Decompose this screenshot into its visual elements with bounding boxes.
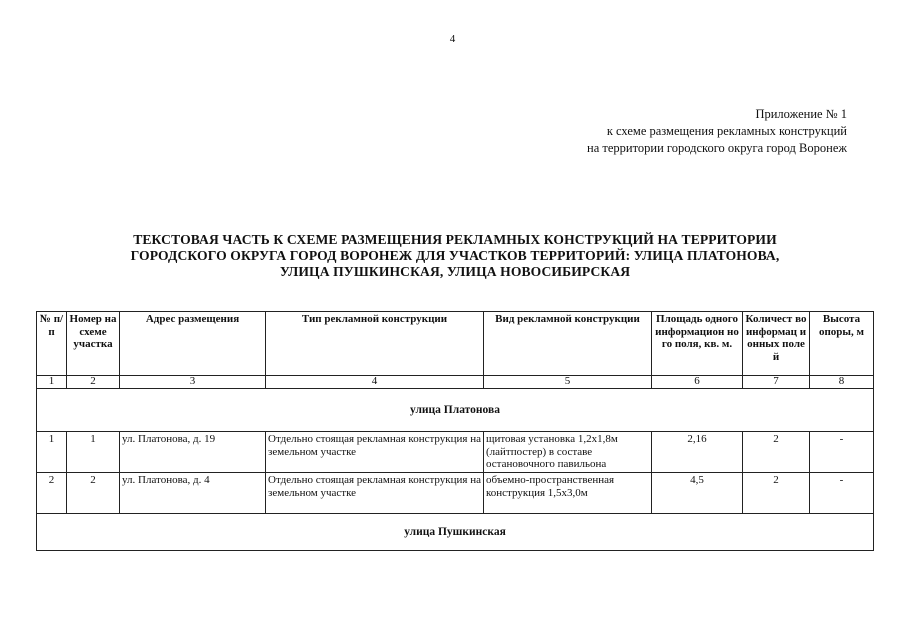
header-cell-fields: Количест во информац ионных полей [743,312,810,376]
page-number: 4 [449,33,456,45]
title-line-3: УЛИЦА ПУШКИНСКАЯ, УЛИЦА НОВОСИБИРСКАЯ [279,264,631,279]
cell-area: 4,5 [652,473,743,514]
cell-address: ул. Платонова, д. 19 [120,432,266,473]
cell-num: 2 [37,473,67,514]
header-cell-type: Тип рекламной конструкции [266,312,484,376]
column-number: 4 [266,376,484,389]
cell-scheme-num: 1 [67,432,120,473]
header-cell-address: Адрес размещения [120,312,266,376]
section-row-pushkinskaya [37,514,874,551]
column-number: 2 [67,376,120,389]
document-title [40,232,870,280]
header-cell-height: Высота опоры, м [810,312,874,376]
column-number-row [37,376,874,389]
cell-height: - [810,473,874,514]
header-cell-scheme-num: Номер на схеме участка [67,312,120,376]
cell-kind: щитовая установка 1,2х1,8м (лайтпостер) в составе остановочного павильона [484,432,652,473]
table-header-row [37,312,874,376]
cell-kind: объемно-пространственная конструкция 1,5х3,0м [484,473,652,514]
section-title: улица Платонова [37,389,874,432]
cell-address: ул. Платонова, д. 4 [120,473,266,514]
cell-height: - [810,432,874,473]
column-number: 8 [810,376,874,389]
table-row [37,432,874,473]
section-row-platonova [37,389,874,432]
cell-type: Отдельно стоящая рекламная конструкция на земельном участке [266,432,484,473]
title-line-2: ГОРОДСКОГО ОКРУГА ГОРОД ВОРОНЕЖ ДЛЯ УЧАСТКОВ ТЕРРИТОРИЙ: УЛИЦА ПЛАТОНОВА, [130,248,780,263]
column-number: 3 [120,376,266,389]
appendix-line-2: к схеме размещения рекламных конструкций [606,124,847,138]
table-row [37,473,874,514]
cell-type: Отдельно стоящая рекламная конструкция на земельном участке [266,473,484,514]
appendix-note [587,106,847,157]
cell-scheme-num: 2 [67,473,120,514]
cell-fields: 2 [743,432,810,473]
section-title: улица Пушкинская [37,514,874,551]
cell-fields: 2 [743,473,810,514]
header-cell-area: Площадь одного информацион ного поля, кв. м. [652,312,743,376]
cell-area: 2,16 [652,432,743,473]
column-number: 1 [37,376,67,389]
header-cell-kind: Вид рекламной конструкции [484,312,652,376]
title-line-1: ТЕКСТОВАЯ ЧАСТЬ К СХЕМЕ РАЗМЕЩЕНИЯ РЕКЛАМНЫХ КОНСТРУКЦИЙ НА ТЕРРИТОРИИ [133,232,777,247]
appendix-line-1: Приложение № 1 [755,107,847,121]
appendix-line-3: на территории городского округа город Воронеж [587,141,847,155]
header-cell-num: № п/п [37,312,67,376]
column-number: 5 [484,376,652,389]
column-number: 6 [652,376,743,389]
advertising-structures-table [36,311,874,551]
column-number: 7 [743,376,810,389]
cell-num: 1 [37,432,67,473]
